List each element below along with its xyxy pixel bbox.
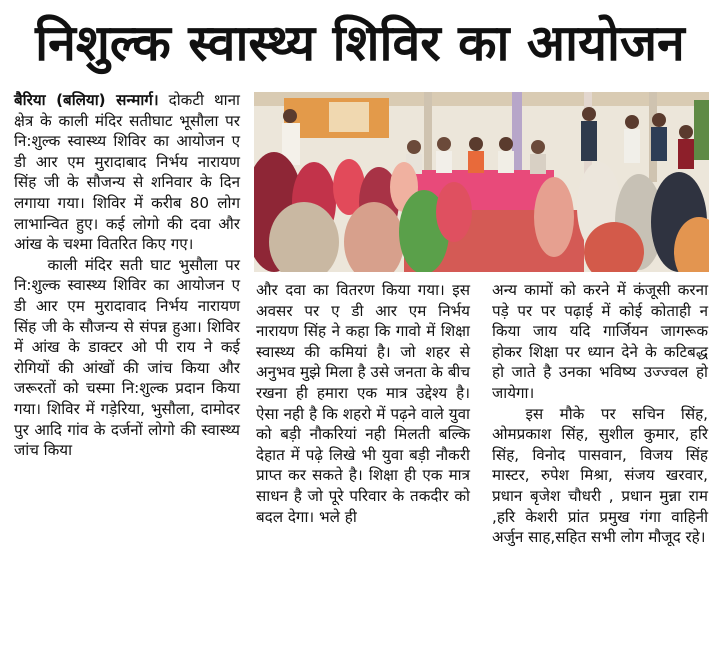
headline: निशुल्क स्वास्थ्य शिविर का आयोजन [35, 14, 685, 72]
article-paragraph: और दवा का वितरण किया गया। इस अवसर पर ए डी आर एम निर्भय नारायण सिंह ने कहा कि गावो में शिक्षा स्वास्थ्य की कमियां है। जो शहर से अनुभव मुझे मिला है उसे जनता के बीच रखना ही हमारा एक मात्र उद्देश्य है। ऐसा नही है कि शहरो में पढ़ने वाले युवा को बड़ी नौकरियां नही मिलती बल्कि देहात में पढ़े लिखे भी युवा बड़ी नौकरी प्राप्त कर सकते है। शिक्षा ही एक मात्र साधन है जो पूरे परिवार के तकदीर को बदल देगा। भले ही [256, 281, 470, 526]
article-column-3 [492, 280, 708, 548]
article-text: दोकटी थाना क्षेत्र के काली मंदिर सतीघाट भूसौला पर नि:शुल्क स्वास्थ्य शिविर का आयोजन ए डी आर एम मुरादाबाद निर्भय नारायण सिंह जी के सौजन्य से शनिवार के दिन लगाया गया। शिविर में करीब 80 लोग लाभान्वित हुए। कई लोगो की दवा और आंख के चश्मा वितरित किए गए। [14, 91, 240, 254]
event-photo-illustration [254, 92, 709, 272]
speaker-head [283, 109, 297, 123]
dateline: बैरिया (बलिया) सन्मार्ग। [14, 91, 159, 109]
article-paragraph: काली मंदिर सती घाट भुसौला पर नि:शुल्क स्वास्थ्य शिविर का आयोजन ए डी आर एम मुरादावाद निर्भय नारायण सिंह जी के सौजन्य से संपन्न हुआ। शिविर में आंख के डाक्टर ओ पी राय ने कई रोगियों की आंखों की जांच किया और जरूरतों को चस्मा नि:शुल्क प्रदान किया गया। शिविर में गड़ेरिया, भुसौला, दामोदर पुर आदि गांव के दर्जनों लोगो की स्वास्थ्य जांच किया [14, 255, 240, 460]
article-paragraph: अन्य कामों को करने में कंजूसी करना पड़े पर पर पढ़ाई में कोई कोताही न किया जाय यदि गार्जियन जागरूक होकर शिक्षा पर ध्यान देने के कटिबद्ध हो जाते है उनका भविष्य उज्ज्वल हो जायेगा। [492, 281, 708, 402]
article-column-1 [14, 90, 240, 461]
banner-poster [329, 102, 369, 132]
article-paragraph: इस मौके पर सचिन सिंह, ओमप्रकाश सिंह, सुशील कुमार, हरि सिंह, विनोद पासवान, विजय सिंह मास्टर, रुपेश मिश्रा, संजय खरवार, प्रधान बृजेश चौधरी , प्रधान मुन्ना राम ,हरि केशरी प्रांत प्रमुख गंगा वाहिनी अर्जुन साह,सहित सभी लोग मौजूद रहे। [492, 404, 708, 547]
article-column-2 [256, 280, 470, 527]
plant [694, 100, 709, 160]
article-paragraph [14, 90, 240, 255]
event-photo [254, 92, 709, 272]
